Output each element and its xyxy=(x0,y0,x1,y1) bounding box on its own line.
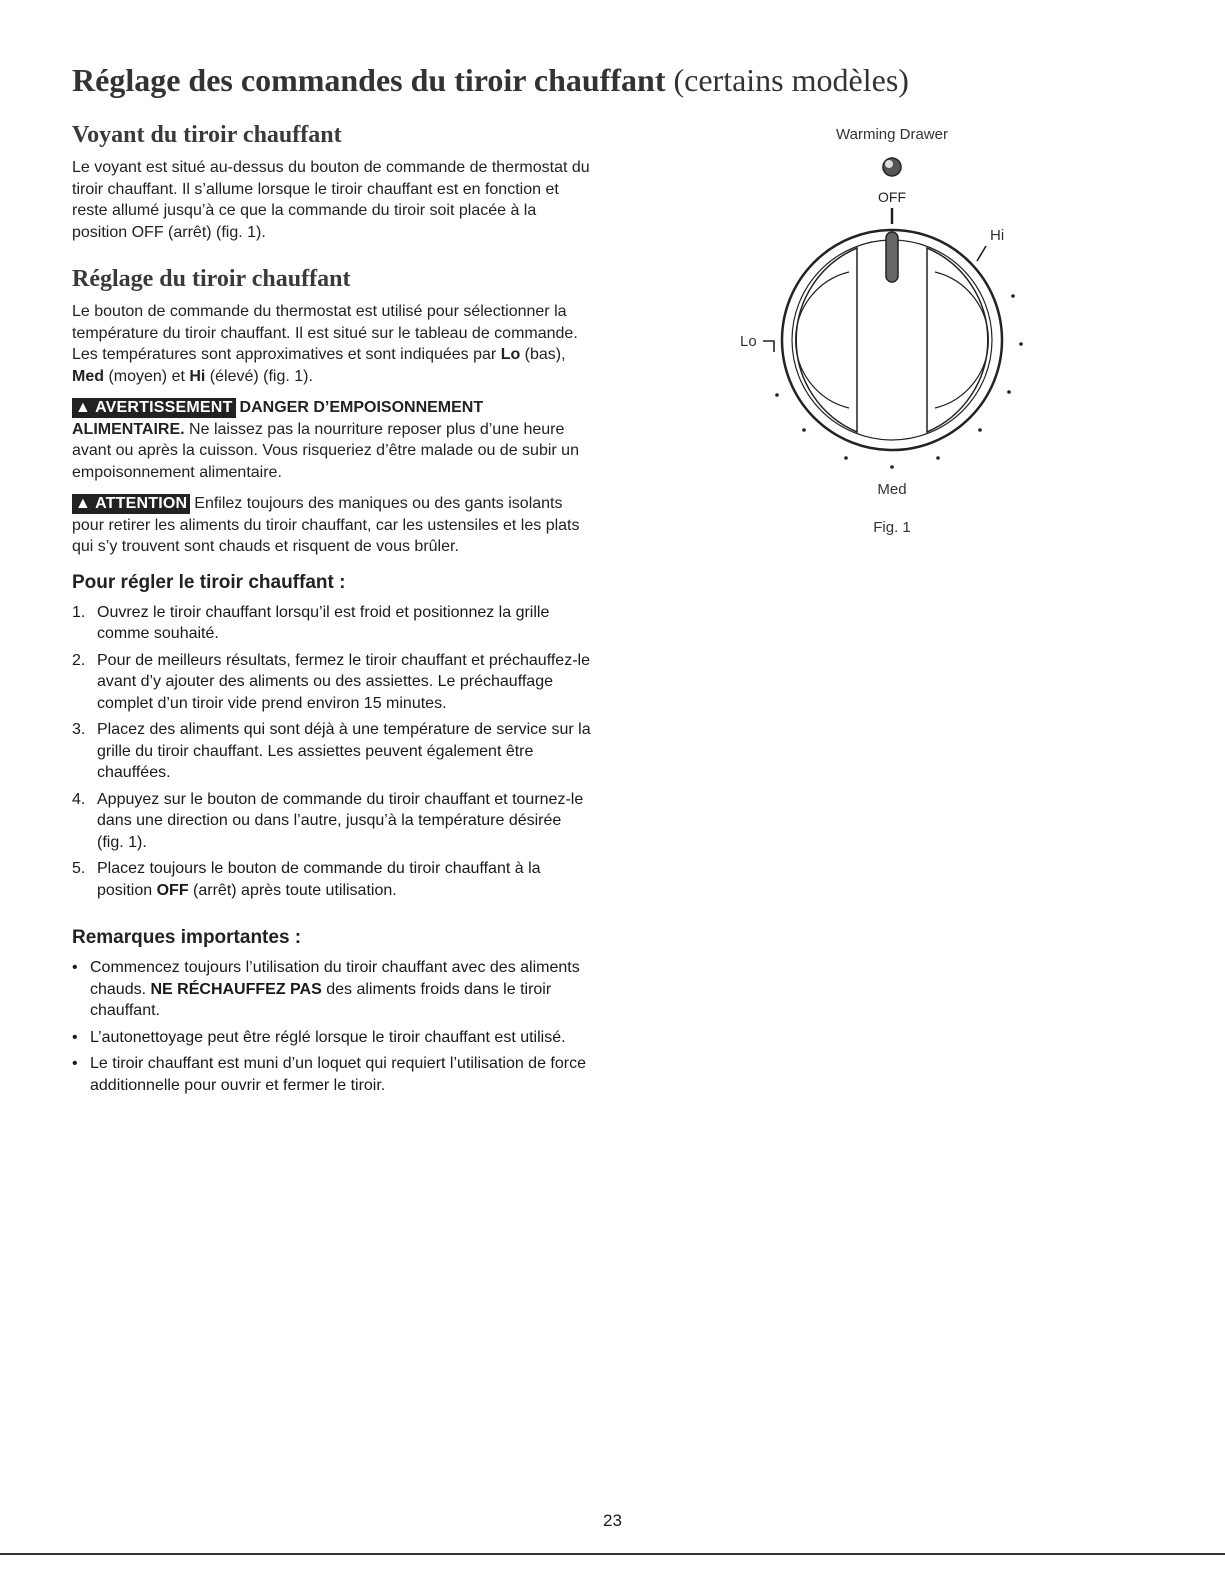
med-label: Med xyxy=(877,481,907,498)
list-item xyxy=(72,1053,592,1096)
knob-diagram xyxy=(730,120,1070,550)
section-paragraph xyxy=(72,301,592,387)
list-item xyxy=(72,719,592,784)
section-heading: Réglage du tiroir chauffant xyxy=(72,266,351,292)
warning-triangle-icon: ▲ xyxy=(75,495,92,512)
thermostat-knob-icon xyxy=(782,230,1002,450)
list-text: Le tiroir chauffant est muni d’un loquet qui requiert l’utilisation de force additionnelle pour ouvrir et fermer le tiroir. xyxy=(90,1055,586,1094)
warning-text: Ne laissez pas la nourriture reposer plus d’une heure avant ou après la cuisson. Vous risqueriez d’être malade ou de subir un empoisonnement alimentaire. xyxy=(72,420,579,481)
list-item xyxy=(72,650,592,715)
lo-label: Lo xyxy=(740,333,757,350)
list-text: des aliments froids dans le tiroir chauffant. xyxy=(90,980,552,1019)
section-indicator-light xyxy=(72,122,592,243)
list-bold-text: NE RÉCHAUFFEZ PAS xyxy=(150,980,322,998)
warning-block xyxy=(72,397,592,483)
list-text: (arrêt) après toute utilisation. xyxy=(188,881,397,899)
page-title xyxy=(72,62,909,99)
list-item xyxy=(72,858,592,901)
knob-pointer xyxy=(886,232,898,282)
section-heading: Voyant du tiroir chauffant xyxy=(72,122,342,148)
steps-list xyxy=(72,602,592,902)
list-number: 2. xyxy=(72,651,86,669)
paragraph-text: (moyen) et xyxy=(104,367,190,385)
setting-med-text: Med xyxy=(72,367,104,385)
warning-label-text: AVERTISSEMENT xyxy=(95,399,233,416)
page-title-qualifier: (certains modèles) xyxy=(665,62,909,98)
list-text: Ouvrez le tiroir chauffant lorsqu’il est froid et positionnez la grille comme souhaité. xyxy=(97,603,550,642)
bottom-rule xyxy=(0,1553,1225,1555)
list-number: 1. xyxy=(72,603,86,621)
steps-heading: Pour régler le tiroir chauffant : xyxy=(72,571,346,593)
off-label: OFF xyxy=(878,189,906,205)
list-bold-text: OFF xyxy=(156,881,189,899)
figure-warming-drawer-knob xyxy=(730,120,1070,550)
indicator-light-icon xyxy=(883,158,901,176)
figure-title: Warming Drawer xyxy=(836,126,948,143)
bullet-icon: • xyxy=(72,1028,78,1046)
figure-caption: Fig. 1 xyxy=(873,519,911,536)
caution-label-text: ATTENTION xyxy=(95,495,188,512)
list-number: 3. xyxy=(72,721,86,738)
list-text: Appuyez sur le bouton de commande du tiroir chauffant et tournez-le dans une direction ou dans l’autre, jusqu’à la température désirée (fig. 1). xyxy=(97,790,584,851)
lo-tick-mark xyxy=(763,341,774,352)
paragraph-text: (élevé) (fig. 1). xyxy=(205,367,313,385)
bullet-icon: • xyxy=(72,959,78,976)
list-item xyxy=(72,602,592,645)
notes-heading: Remarques importantes : xyxy=(72,927,302,948)
list-text: L’autonettoyage peut être réglé lorsque le tiroir chauffant est utilisé. xyxy=(90,1028,566,1046)
list-text: Placez des aliments qui sont déjà à une température de service sur la grille du tiroir chauffant. Les assiettes peuvent également être chauffées. xyxy=(97,721,591,781)
list-text: Pour de meilleurs résultats, fermez le tiroir chauffant et préchauffez-le avant d’y ajouter des aliments ou des assiettes. Le préchauffage complet d’un tiroir vide prend environ 15 minutes. xyxy=(97,651,590,712)
section-paragraph: Le voyant est situé au-dessus du bouton de commande de thermostat du tiroir chauffant. Il s’allume lorsque le tiroir chauffant est en fonction et reste allumé jusqu’à ce que la commande du tiroir soit placée à la position OFF (arrêt) (fig. 1). xyxy=(72,159,590,241)
caution-label xyxy=(72,494,190,514)
page-number: 23 xyxy=(603,1511,622,1530)
caution-text: Enfilez toujours des maniques ou des gants isolants pour retirer les aliments du tiroir chauffant, car les ustensiles et les plats qui s’y trouvent sont chauds et risquent de vous brûler. xyxy=(72,495,580,555)
setting-lo-text: Lo xyxy=(500,346,521,363)
list-item xyxy=(72,789,592,854)
list-text: Placez toujours le bouton de commande du tiroir chauffant à la position xyxy=(97,860,541,899)
paragraph-text: (bas), xyxy=(520,346,566,363)
list-number: 5. xyxy=(72,860,86,877)
section-drawer-setting xyxy=(72,266,592,1101)
warning-triangle-icon: ▲ xyxy=(75,399,92,416)
warning-label xyxy=(72,398,236,418)
paragraph-text: Le bouton de commande du thermostat est utilisé pour sélectionner la température du tiroir chauffant. Il est situé sur le tableau de commande. Les températures sont approximatives et sont indiquées par xyxy=(72,303,578,363)
list-item xyxy=(72,1027,592,1049)
hi-tick-mark xyxy=(977,246,986,261)
caution-block xyxy=(72,493,592,558)
list-number: 4. xyxy=(72,790,86,808)
list-item xyxy=(72,957,592,1022)
list-text: Commencez toujours l’utilisation du tiroir chauffant avec des aliments chauds. xyxy=(90,959,580,998)
setting-hi-text: Hi xyxy=(189,367,206,385)
page-title-main: Réglage des commandes du tiroir chauffant xyxy=(72,62,666,98)
bullet-icon: • xyxy=(72,1055,78,1072)
notes-list xyxy=(72,957,592,1096)
hi-label: Hi xyxy=(990,227,1005,244)
warning-lead: DANGER D’EMPOISONNEMENT ALIMENTAIRE. xyxy=(72,399,484,438)
